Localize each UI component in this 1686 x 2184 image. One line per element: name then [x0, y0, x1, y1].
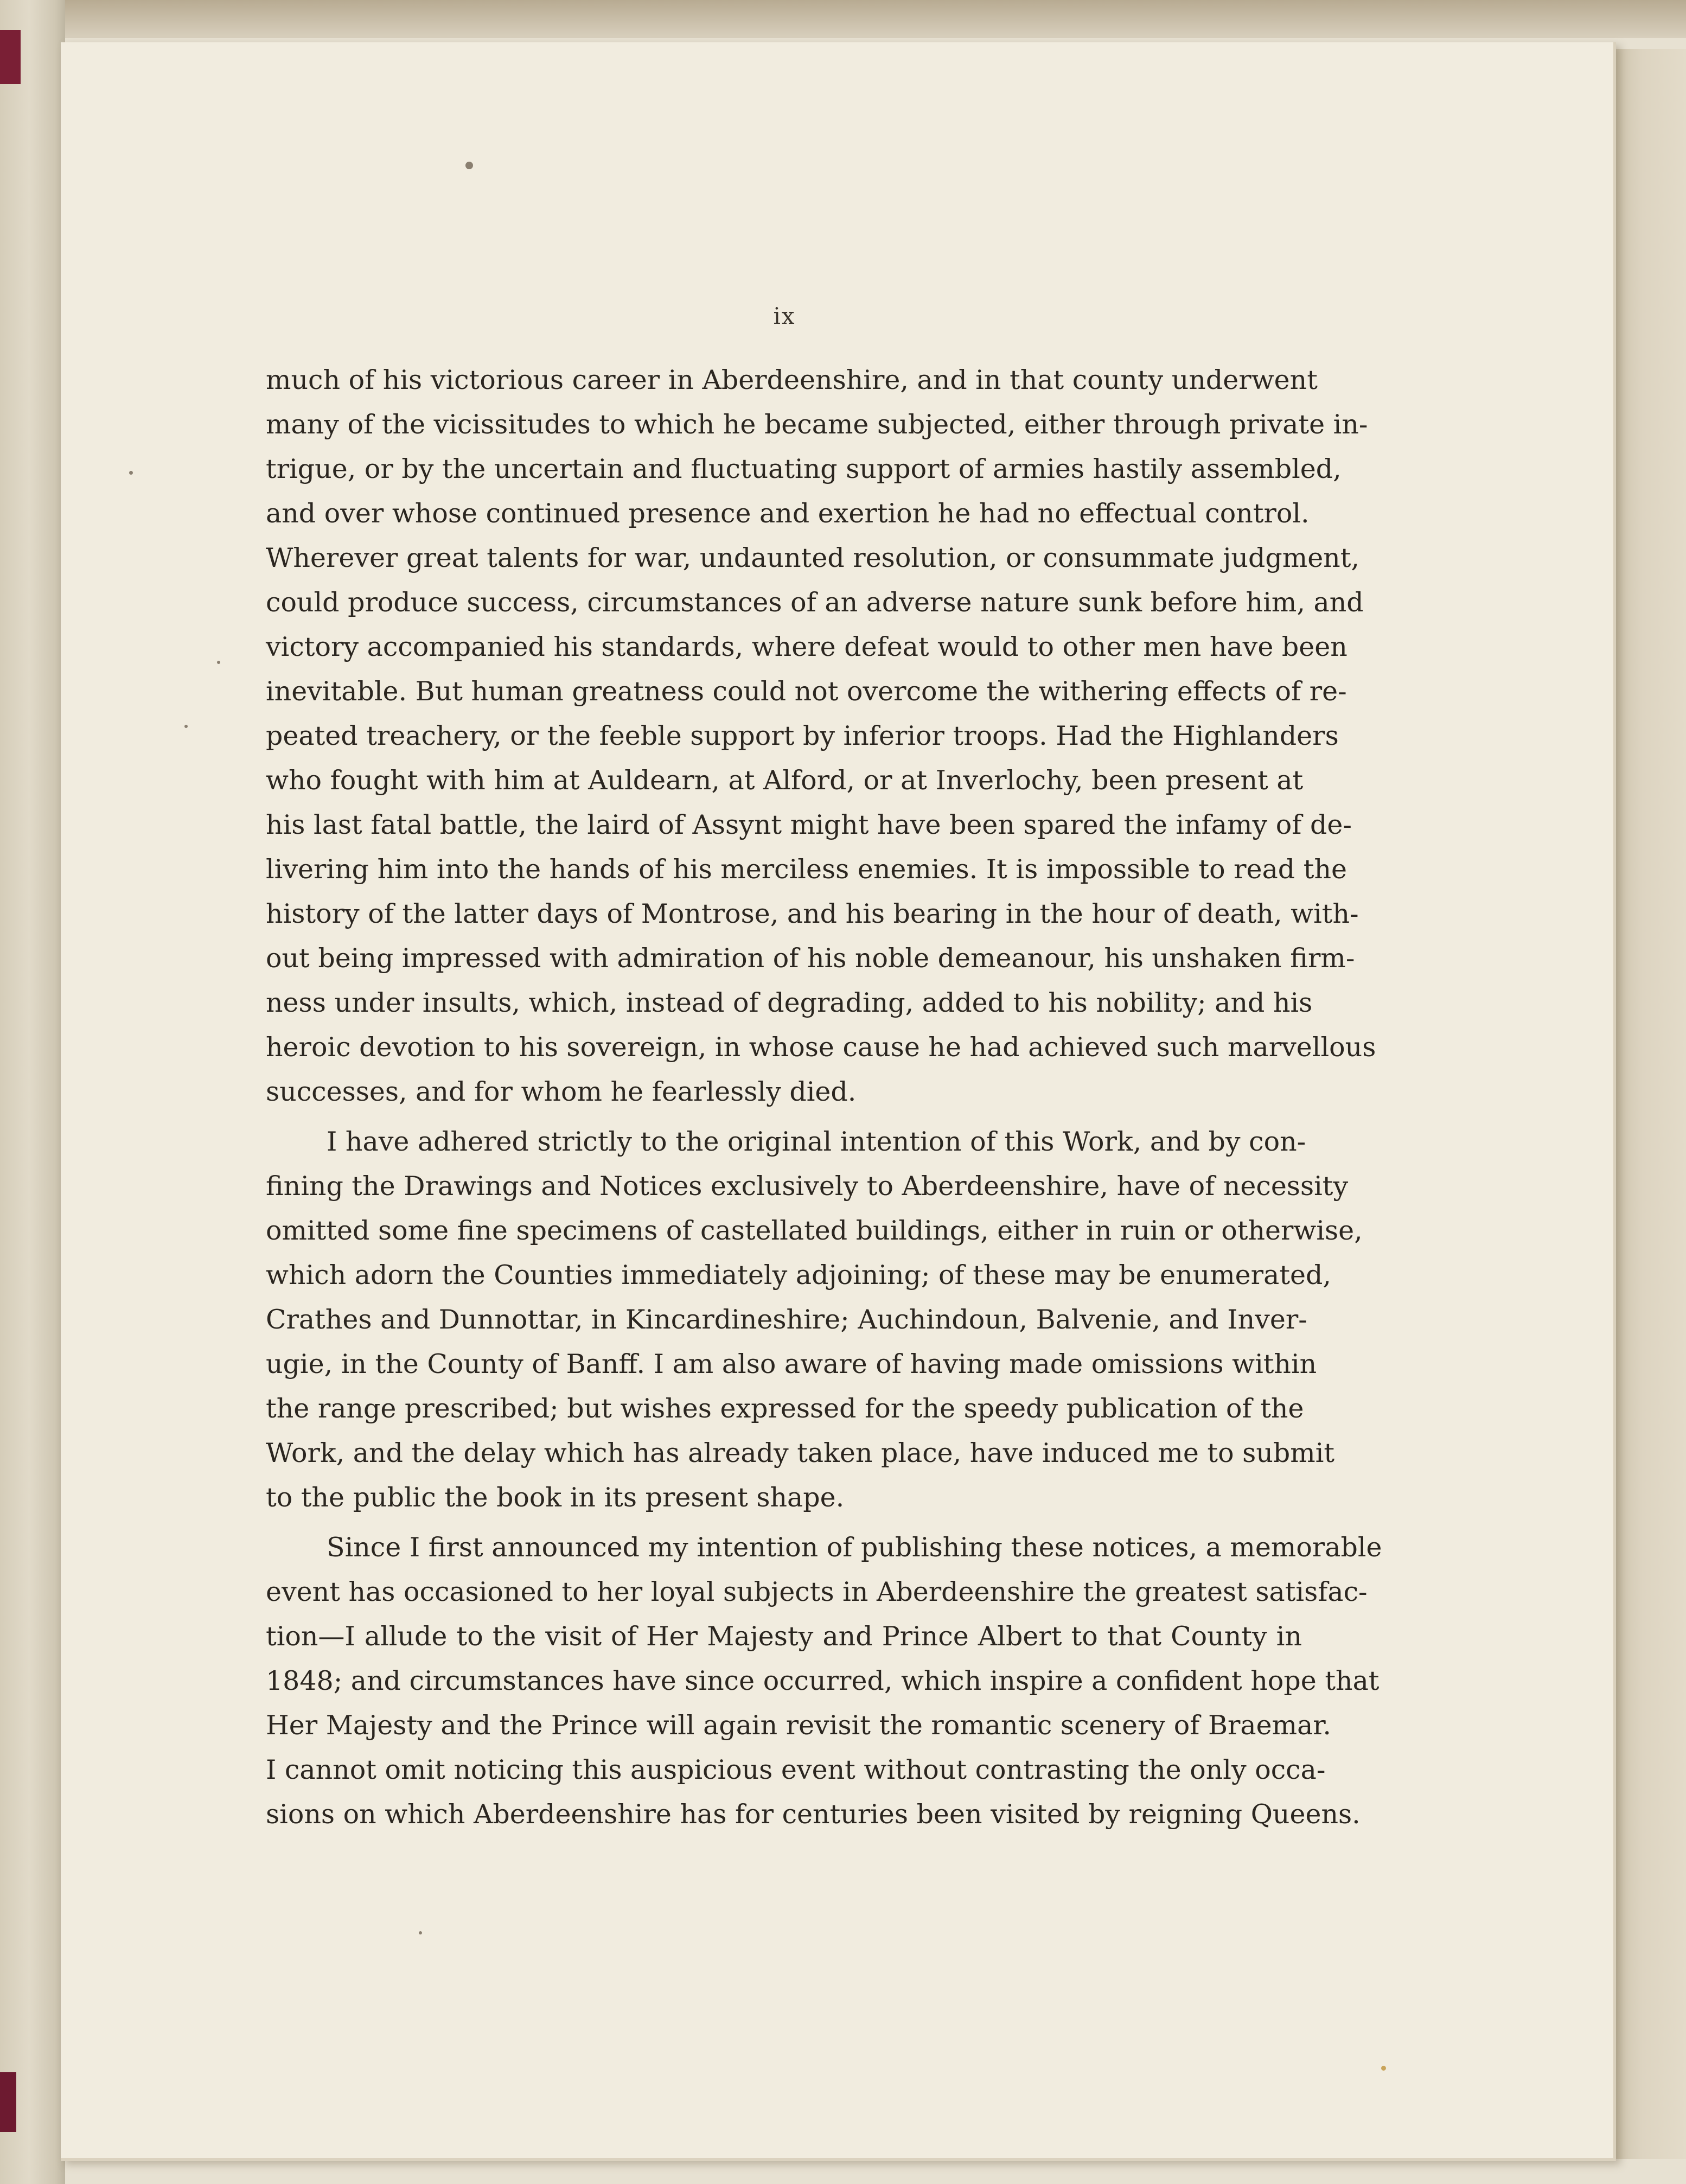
paragraph-gap	[266, 1520, 1302, 1525]
text-line: I have adhered strictly to the original intention of this Work, and by con-	[327, 1126, 1306, 1157]
scan-backdrop	[0, 0, 1686, 38]
text-line: which adorn the Counties immediately adjoining; of these may be enumerated,	[266, 1260, 1331, 1291]
paper-speck	[465, 162, 473, 169]
paragraph-gap	[266, 1114, 1302, 1120]
text-line: 1848; and circumstances have since occurred, which inspire a confident hope that	[266, 1665, 1380, 1696]
text-line: who fought with him at Auldearn, at Alford, or at Inverlochy, been present at	[266, 765, 1304, 796]
text-line: successes, and for whom he fearlessly died.	[266, 1076, 857, 1107]
text-line: Her Majesty and the Prince will again revisit the romantic scenery of Braemar.	[266, 1710, 1331, 1741]
text-line: victory accompanied his standards, where defeat would to other men have been	[266, 631, 1347, 662]
text-line: ness under insults, which, instead of degrading, added to his nobility; and his	[266, 987, 1313, 1018]
bookmark-ribbon-top	[0, 30, 21, 84]
text-line: could produce success, circumstances of an adverse nature sunk before him, and	[266, 587, 1364, 618]
text-line: Work, and the delay which has already taken place, have induced me to submit	[266, 1438, 1335, 1468]
paragraph	[266, 1525, 1382, 1837]
text-line: Since I first announced my intention of publishing these notices, a memorable	[327, 1532, 1382, 1563]
text-line: the range prescribed; but wishes expressed for the speedy publication of the	[266, 1393, 1304, 1424]
text-line: many of the vicissitudes to which he became subjected, either through private in-	[266, 409, 1368, 440]
text-line: heroic devotion to his sovereign, in whose cause he had achieved such marvellous	[266, 1032, 1376, 1063]
text-line: livering him into the hands of his merciless enemies. It is impossible to read the	[266, 854, 1347, 885]
text-line: I cannot omit noticing this auspicious event without contrasting the only occa-	[266, 1754, 1326, 1785]
book-spine	[0, 0, 65, 2184]
paragraph	[266, 1120, 1363, 1520]
page-edge	[1613, 49, 1686, 2159]
text-line: and over whose continued presence and exertion he had no effectual control.	[266, 498, 1310, 529]
paragraph	[266, 358, 1376, 1114]
text-line: out being impressed with admiration of his noble demeanour, his unshaken firm-	[266, 943, 1355, 974]
bookmark-ribbon-bottom	[0, 2072, 16, 2132]
page-number: ix	[773, 303, 796, 329]
text-line: omitted some fine specimens of castellated buildings, either in ruin or otherwise,	[266, 1215, 1363, 1246]
text-line: peated treachery, or the feeble support by inferior troops. Had the Highlanders	[266, 720, 1339, 751]
text-line: event has occasioned to her loyal subjects in Aberdeenshire the greatest satisfac-	[266, 1576, 1368, 1607]
body-text	[266, 358, 1382, 1837]
text-line: Crathes and Dunnottar, in Kincardineshire; Auchindoun, Balvenie, and Inver-	[266, 1304, 1307, 1335]
text-line: to the public the book in its present shape.	[266, 1482, 845, 1513]
paper-speck	[217, 661, 220, 664]
text-line: inevitable. But human greatness could not overcome the withering effects of re-	[266, 676, 1347, 707]
text-line: his last fatal battle, the laird of Assynt might have been spared the infamy of de-	[266, 809, 1352, 840]
text-line: tion—I allude to the visit of Her Majesty and Prince Albert to that County in	[266, 1621, 1302, 1652]
text-line: much of his victorious career in Aberdeenshire, and in that county underwent	[266, 365, 1318, 395]
text-line: sions on which Aberdeenshire has for centuries been visited by reigning Queens.	[266, 1799, 1361, 1830]
paper-speck	[1381, 2066, 1386, 2071]
paper-speck	[184, 725, 188, 728]
text-line: fining the Drawings and Notices exclusively to Aberdeenshire, have of necessity	[266, 1171, 1349, 1202]
paper-speck	[419, 1931, 422, 1934]
paper-speck	[129, 471, 133, 475]
text-line: history of the latter days of Montrose, and his bearing in the hour of death, with-	[266, 898, 1359, 929]
text-line: trigue, or by the uncertain and fluctuating support of armies hastily assembled,	[266, 454, 1342, 484]
text-line: ugie, in the County of Banff. I am also aware of having made omissions within	[266, 1349, 1317, 1380]
text-line: Wherever great talents for war, undaunted resolution, or consummate judgment,	[266, 542, 1360, 573]
